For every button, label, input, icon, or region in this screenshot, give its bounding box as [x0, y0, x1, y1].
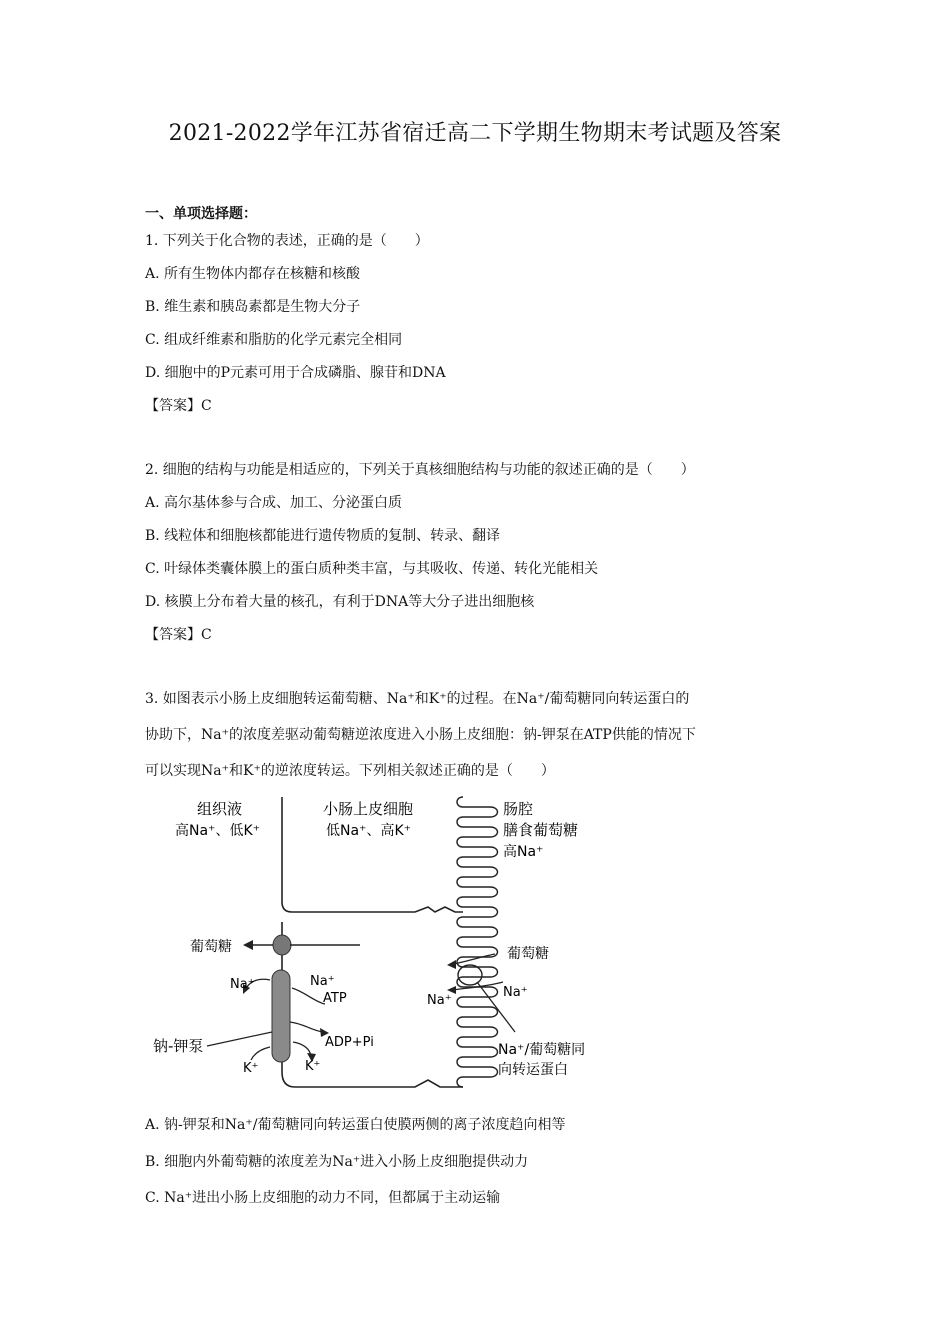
q3-stem-line3: 可以实现Na⁺和K⁺的逆浓度转运。下列相关叙述正确的是（ ）: [145, 763, 555, 779]
lumen-glucose-label: 膳食葡萄糖: [503, 821, 579, 839]
q2-option-a: A. 高尔基体参与合成、加工、分泌蛋白质: [145, 495, 403, 511]
q1-stem: 1. 下列关于化合物的表述，正确的是（ ）: [145, 233, 429, 249]
potassium-in-label: K⁺: [305, 1059, 321, 1074]
cell-concentration: 低Na⁺、高K⁺: [326, 823, 412, 839]
q2-option-d: D. 核膜上分布着大量的核孔，有利于DNA等大分子进出细胞核: [145, 594, 535, 610]
cotransporter-label-line2: 向转运蛋白: [498, 1062, 568, 1078]
transport-diagram: [145, 792, 625, 1097]
glucose-carrier: [273, 935, 291, 955]
q3-option-c: C. Na⁺进出小肠上皮细胞的动力不同，但都属于主动运输: [145, 1190, 501, 1206]
sodium-in-label: Na⁺: [310, 974, 335, 989]
q3-option-a: A. 钠-钾泵和Na⁺/葡萄糖同向转运蛋白使膜两侧的离子浓度趋向相等: [145, 1117, 566, 1133]
q1-option-c: C. 组成纤维素和脂肪的化学元素完全相同: [145, 332, 403, 348]
q2-option-b: B. 线粒体和细胞核都能进行遗传物质的复制、转录、翻译: [145, 528, 501, 544]
microvilli-membrane: [457, 797, 498, 1087]
cell-label: 小肠上皮细胞: [323, 800, 414, 818]
pump-label: 钠-钾泵: [153, 1037, 204, 1055]
sodium-cotransport-label-b: Na⁺: [503, 985, 528, 1000]
q2-answer: 【答案】C: [145, 627, 212, 643]
glucose-left-label: 葡萄糖: [190, 939, 232, 955]
q3-stem-line2: 协助下，Na⁺的浓度差驱动葡萄糖逆浓度进入小肠上皮细胞：钠-钾泵在ATP供能的情况下: [145, 727, 696, 743]
page-title: 2021-2022学年江苏省宿迁高二下学期生物期末考试题及答案: [168, 121, 782, 146]
section-heading: 一、单项选择题：: [145, 206, 257, 222]
sodium-potassium-pump: [272, 970, 290, 1062]
q2-stem: 2. 细胞的结构与功能是相适应的，下列关于真核细胞结构与功能的叙述正确的是（ ）: [145, 462, 695, 478]
q3-option-b: B. 细胞内外葡萄糖的浓度差为Na⁺进入小肠上皮细胞提供动力: [145, 1154, 529, 1170]
glucose-right-label: 葡萄糖: [507, 946, 549, 962]
q1-option-b: B. 维生素和胰岛素都是生物大分子: [145, 299, 361, 315]
cotransporter-label-line1: Na⁺/葡萄糖同: [498, 1042, 586, 1058]
sodium-cotransport-label-a: Na⁺: [427, 993, 452, 1008]
q1-option-a: A. 所有生物体内都存在核糖和核酸: [145, 266, 361, 282]
sodium-out-label: Na⁺: [230, 977, 255, 992]
tissue-fluid-label: 组织液: [197, 800, 243, 818]
lumen-label: 肠腔: [503, 800, 534, 818]
q2-option-c: C. 叶绿体类囊体膜上的蛋白质种类丰富，与其吸收、传递、转化光能相关: [145, 561, 599, 577]
potassium-out-label: K⁺: [243, 1061, 259, 1076]
cotransporter-protein: [458, 965, 482, 985]
q3-stem-line1: 3. 如图表示小肠上皮细胞转运葡萄糖、Na⁺和K⁺的过程。在Na⁺/葡萄糖同向转运蛋白的: [145, 691, 690, 707]
tissue-fluid-concentration: 高Na⁺、低K⁺: [175, 823, 261, 839]
adp-label: ADP+Pi: [325, 1035, 374, 1050]
lumen-sodium-label: 高Na⁺: [503, 844, 544, 860]
atp-label: ATP: [323, 991, 347, 1006]
q1-option-d: D. 细胞中的P元素可用于合成磷脂、腺苷和DNA: [145, 365, 446, 381]
q1-answer: 【答案】C: [145, 398, 212, 414]
